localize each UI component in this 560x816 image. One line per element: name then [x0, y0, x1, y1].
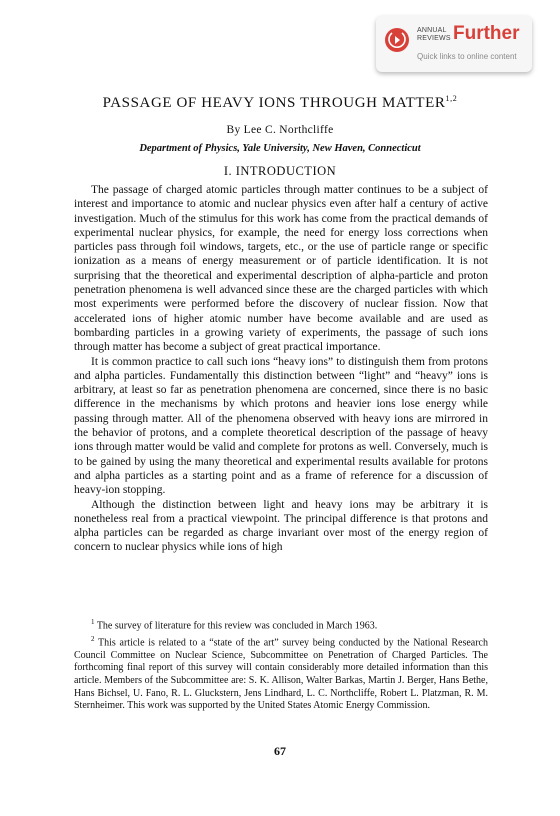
footnote-text: This article is related to a “state of the art” survey being conducted by the National Research Council Committee on Nuclear Science, Subcommittee on Penetration of Charged Particles. The forthcoming final report of this survey will contain considerably more detailed information than this article. Members of the Subcommittee are: S. K. Allison, Walter Barkas, Martin J. Berger, Hans Bethe, Hans Bichsel, U. Fano, R. L. Gluckstern, Jens Lindhard, L. C. Northcliffe, Robert L. Platzman, R. M. Sternheimer. This work was supported by the United States Atomic Energy Commission.	[74, 637, 488, 712]
annual-reviews-logo-icon	[385, 28, 409, 52]
title-footnote-marks[interactable]: 1,2	[445, 94, 458, 103]
footnote	[74, 616, 488, 633]
article-title-text: PASSAGE OF HEAVY IONS THROUGH MATTER	[102, 95, 446, 111]
author-affiliation: Department of Physics, Yale University, New Haven, Connecticut	[139, 143, 421, 154]
article-title	[0, 94, 560, 112]
annual-reviews-wordmark: ANNUAL REVIEWS	[417, 27, 451, 42]
further-label[interactable]: Further	[453, 23, 520, 44]
body-text	[74, 183, 488, 555]
footnote	[74, 633, 488, 713]
author-byline: By Lee C. Northcliffe	[226, 124, 334, 136]
footnote-mark: 2	[91, 634, 95, 643]
footnotes	[74, 616, 488, 713]
paragraph: Although the distinction between light and heavy ions may be arbitrary it is nonetheless real from a practical viewpoint. The principal difference is that protons and alpha particles can be regarded as charge invariant over most of the energy region of concern to nuclear physics while ions of high	[74, 498, 488, 554]
footnote-mark: 1	[91, 618, 95, 626]
quick-links-label[interactable]: Quick links to online content	[417, 52, 517, 61]
annual-reviews-further-badge[interactable]	[376, 16, 532, 72]
section-heading: I. INTRODUCTION	[223, 164, 337, 178]
footnote-text: The survey of literature for this review was concluded in March 1963.	[94, 620, 378, 632]
paragraph: It is common practice to call such ions “heavy ions” to distinguish them from protons and alpha particles. Fundamentally this distinction between “light” and “heavy” ions is arbitrary, at least so far as penetration phenomena are concerned, since there is no basic difference in the mechanisms by which protons and heavier ions lose energy while passing through matter. All of the phenomena observed with heavy ions are mirrored in the behavior of protons, and a complete theoretical description of the passage of heavy ions through matter would be valid and complete for protons as well. Conversely, much is to be gained by using the many theoretical and experimental results available for protons and alpha particles as a starting point and as a frame of reference for a discussion of heavy-ion stopping.	[74, 355, 488, 497]
paragraph: The passage of charged atomic particles through matter continues to be a subject of interest and importance to atomic and nuclear physics even after half a century of active investigation. Much of the stimulus for this work has come from the practical demands of experimental nuclear physics, for example, the need for energy loss corrections when particles pass through foil windows, targets, etc., or the use of particle range or specific ionization as a means of energy measurement or of particle identification. It is not surprising that the theoretical and experimental description of alpha-particle and proton penetration phenomena is well advanced since these are the charged particles with which most experiments were performed before the discovery of nuclear fission. Now that accelerated ions of higher atomic number have become available and are used as bombarding particles in a growing variety of experiments, the passage of such ions through matter has become a subject of great practical importance.	[74, 184, 488, 354]
page-number: 67	[274, 744, 286, 758]
